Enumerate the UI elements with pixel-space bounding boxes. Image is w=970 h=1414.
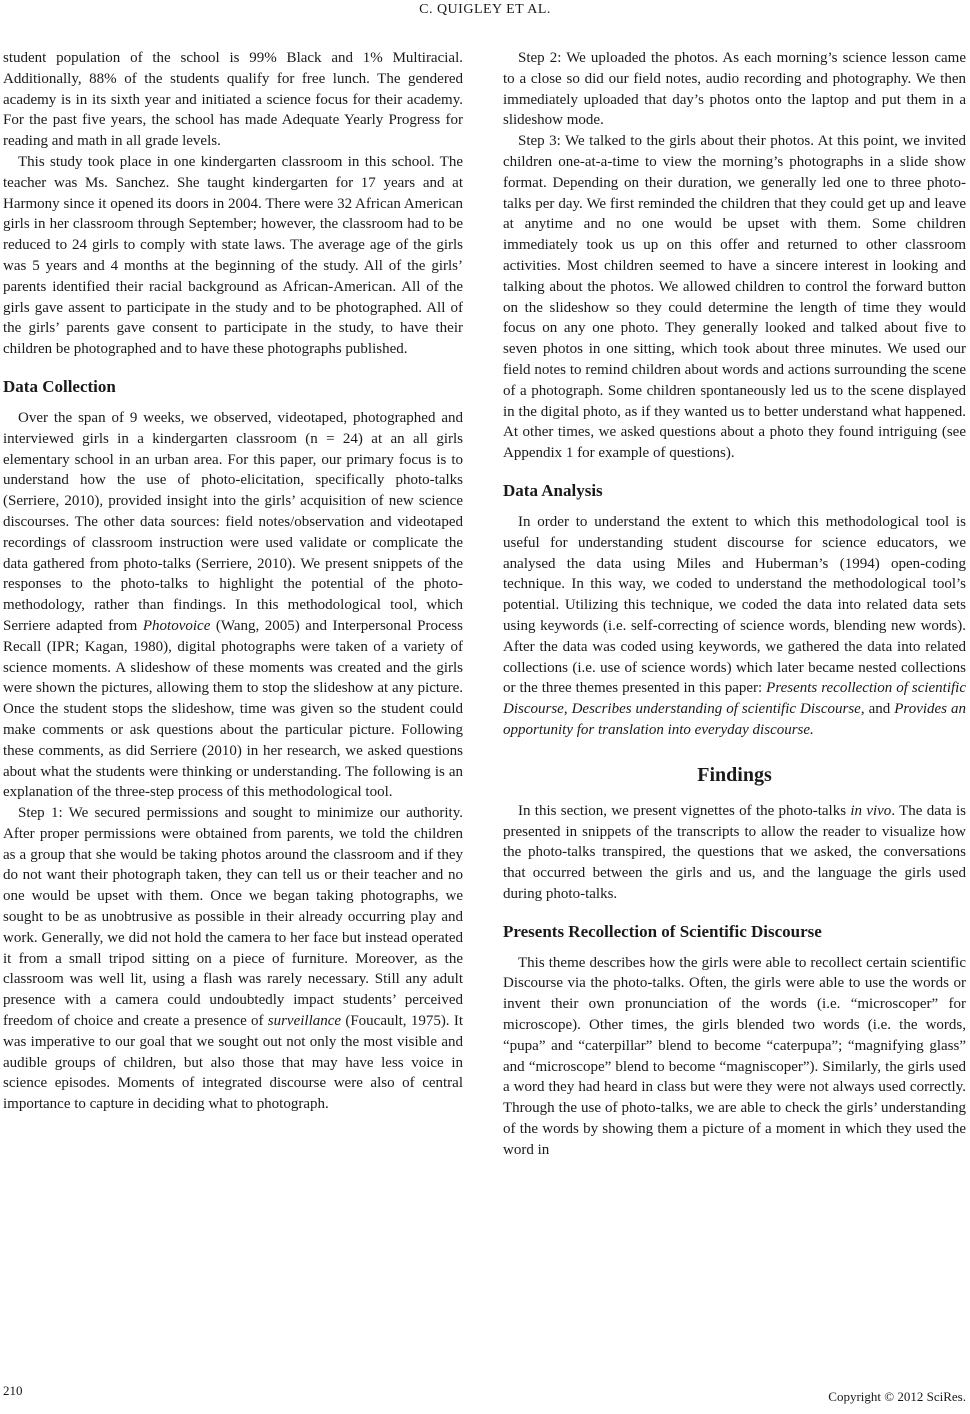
copyright-notice: Copyright © 2012 SciRes. <box>828 1389 966 1404</box>
italic-term: surveillance <box>267 1013 342 1030</box>
text-run: Over the span of 9 weeks, we observed, videotaped, photographed and interviewed girls in a kindergarten classroom (n = 24) at an all girls elementary school in an urban area. For this paper, our primary focus is to understand how the use of photo-elicitation, specifically photo-talks (Serriere, 2010), provided insight into the girls’ acquisition of new science discourses. The other data sources: field notes/observation and videotaped recordings of classroom instruction were used validate or complicate the data gathered from photo-talks (Serriere, 2010). We present snippets of the responses to the photo-talks to highlight the potential of the photo-methodology, rather than findings. In this methodological tool, which Serriere adapted from <box>3 409 463 634</box>
paragraph <box>503 512 966 741</box>
italic-term: in vivo <box>850 802 892 819</box>
text-run: , and <box>860 701 895 718</box>
paragraph: student population of the school is 99% Black and 1% Multiracial. Additionally, 88% of the students qualify for free lunch. The gendered academy is in its sixth year and initiated a science focus for their academy. For the past five years, the school has made Adequate Yearly Progress for reading and math in all grade levels. <box>3 50 463 150</box>
section-heading-presents-recollection: Presents Recollection of Scientific Discourse <box>503 921 822 941</box>
running-head: C. QUIGLEY ET AL. <box>419 2 551 17</box>
paragraph: Step 2: We uploaded the photos. As each morning’s science lesson came to a close so did our field notes, audio recording and photography. We then immediately uploaded that day’s photos onto the laptop and put them in a slideshow mode. <box>503 50 966 129</box>
text-run: Step 1: We secured permissions and sought to minimize our authority. After proper permissions were obtained from parents, we told the children as a group that she would be taking photos around the classroom and if they do not want their photograph taken, they can tell us or their teacher and no one would be upset with them. Once we began taking photographs, we sought to be as unobtrusive as possible in their already occurring play and work. Generally, we did not hold the camera to her face but instead operated it from a small tripod sitting on a piece of furniture. Moreover, as the classroom was well lit, using a flash was rarely necessary. Still any adult presence with a camera could undoubtedly impact students’ perceived freedom of choice and create a presence of <box>3 805 463 1030</box>
right-column <box>503 48 966 1161</box>
left-column <box>3 48 463 1115</box>
paragraph: This study took place in one kindergarten classroom in this school. The teacher was Ms. Sanchez. She taught kindergarten for 17 years and at Harmony since it opened its doors in 2004. There were 32 African American girls in her classroom through September; however, the classroom had to be reduced to 24 girls to comply with state laws. The average age of the girls was 5 years and 4 months at the beginning of the study. All of the girls’ parents identified their racial background as African-American. All of the girls gave assent to participate in the study and to be photographed. All of the girls’ parents gave consent to participate in the study, to have their children be photographed and to have these photographs published. <box>3 153 463 358</box>
text-run: (Foucault, 1975). It was imperative to our goal that we sought out not only the most visible and audible groups of children, but also those that may have less voice in science episodes. Moments of integrated discourse were also of central importance to capture in deciding what to photograph. <box>3 1013 463 1113</box>
paragraph <box>503 801 966 905</box>
paragraph <box>3 803 463 1115</box>
text-run: In this section, we present vignettes of the photo-talks <box>518 802 851 819</box>
text-run: In order to understand the extent to which this methodological tool is useful for understanding student discourse for science educators, we analysed the data using Miles and Huberman’s (1994) open-coding technique. In this way, we coded to understand the methodological tool’s potential. Utilizing this technique, we coded the data into related data sets using keywords (i.e. self-correcting of science words, blending new words). After the data was coded using keywords, we gathered the data into related collections (i.e. use of science words) which later became nested collections or the three themes presented in this paper: <box>503 513 966 697</box>
paragraph: Step 3: We talked to the girls about their photos. At this point, we invited children one-at-a-time to view the morning’s photographs in a slide show format. Depending on their duration, we generally led one to three photo-talks per day. We first reminded the children that they could get up and leave at anytime and no one would be upset with them. Some children immediately took us up on this offer and returned to other classroom activities. Most children seemed to have a sincere interest in looking and talking about the photos. We allowed children to control the forward button on the slideshow so they could determine the length of time they would focus on any one photo. They generally looked and talked about five to seven photos in one sitting, which took about three minutes. We used our field notes to remind children about words and actions surrounding the scene of a photograph. Some children spontaneously led us to the scene displayed in the digital photo, as if they wanted us to better understand what happened. At other times, we asked questions about a photo they found intriguing (see Appendix 1 for example of questions). <box>503 133 966 462</box>
italic-theme: Presents recollection of scientific Discourse <box>503 680 967 718</box>
paragraph <box>3 408 463 803</box>
text-run: (Wang, 2005) and Interpersonal Process Recall (IPR; Kagan, 1980), digital photographs were taken of a variety of science moments. A slideshow of these moments was created and the girls were shown the pictures, allowing them to stop the slideshow at any picture. Once the student stops the slideshow, time was given so the student could make comments or ask questions about the particular picture. Following these comments, as did Serriere (2010) in her research, we asked questions about what the students were thinking or understanding. The following is an explanation of the three-step process of this methodological tool. <box>3 617 463 801</box>
section-heading-data-collection: Data Collection <box>3 376 116 396</box>
italic-theme: Describes understanding of scientific Discourse <box>571 701 861 718</box>
section-heading-data-analysis: Data Analysis <box>503 480 603 500</box>
italic-term: Photovoice <box>142 617 211 634</box>
text-run: , <box>563 701 572 718</box>
paragraph: This theme describes how the girls were able to recollect certain scientific Discourse via the photo-talks. Often, the girls were able to use the words or invent their own pronunciation of the words (i.e. “microscoper” for microscope). Other times, the girls blended two words (i.e. the words, “pupa” and “caterpillar” blend to become “caterpupa”; “magnifying glass” and “microscope” blend to become “magniscoper”). Similarly, the girls used a word they had heard in class but were they were not always used correctly. Through the use of photo-talks, we are able to check the girls’ understanding of the words by showing them a picture of a moment in which they used the word in <box>503 954 966 1158</box>
section-heading-findings: Findings <box>697 763 772 786</box>
text-run: . The data is presented in snippets of the transcripts to allow the reader to visualize how the photo-talks transpired, the questions that we asked, the conversations that occurred between the girls and us, and the language the girls used during photo-talks. <box>503 802 966 902</box>
italic-theme: Provides an opportunity for translation into everyday discourse. <box>503 701 967 738</box>
page-number: 210 <box>3 1383 23 1398</box>
